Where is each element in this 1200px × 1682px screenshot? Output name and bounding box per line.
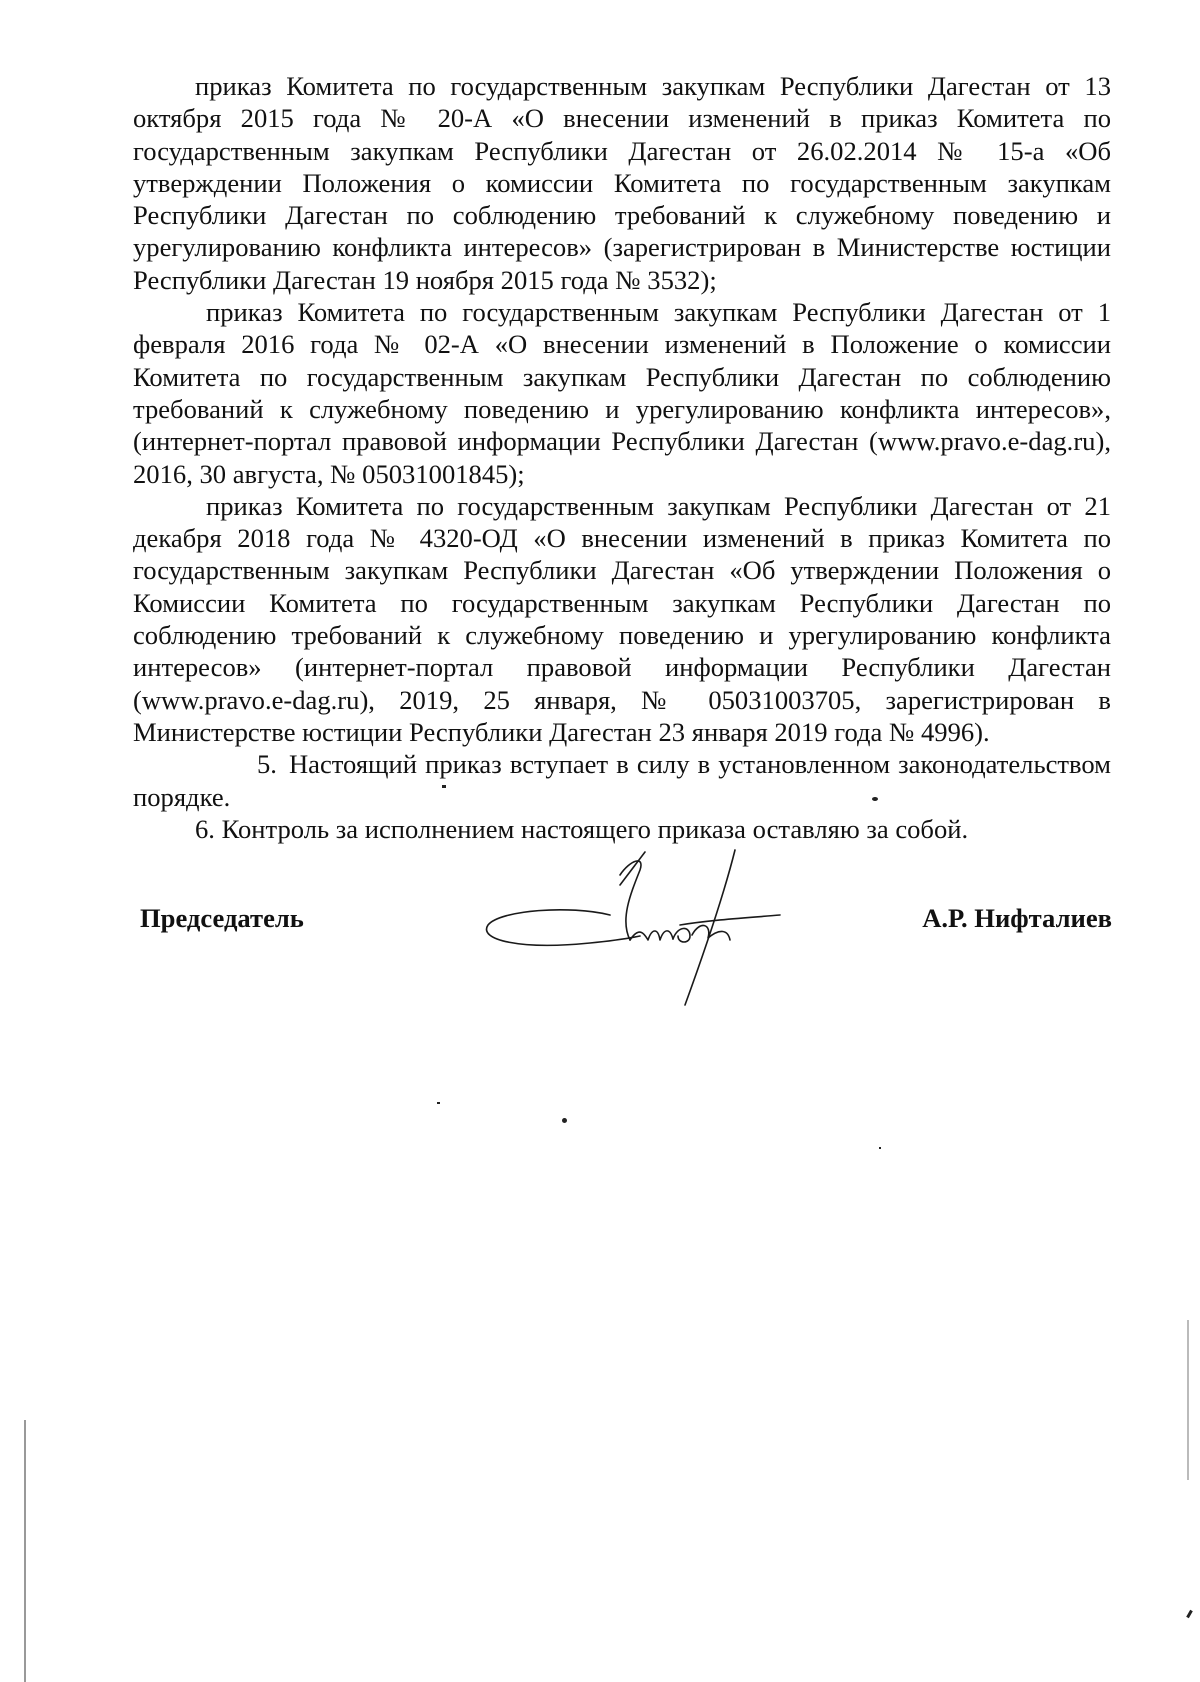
signer-title: Председатель xyxy=(140,903,304,933)
scan-speck xyxy=(442,785,446,788)
paragraph-item-5 xyxy=(133,748,1111,813)
paragraph-order-2015: приказ Комитета по государственным закупкам Республики Дагестан от 13 октября 2015 года № 20-А «О внесении изменений в приказ Комитета по государственным закупкам Республики Дагестан от 26.02.2014 № 15-а «Об утверждении Положения о комиссии Комитета по государственным закупкам Республики Дагестан по соблюдению требований к служебному поведению и урегулированию конфликта интересов» (зарегистрирован в Министерстве юстиции Республики Дагестан 19 ноября 2015 года № 3532); xyxy=(133,71,1111,295)
scan-edge-line xyxy=(24,1420,26,1682)
scan-edge-line xyxy=(1187,1320,1189,1480)
scan-speck xyxy=(1186,1610,1193,1618)
handwritten-signature xyxy=(480,840,790,1010)
item-5-number: 5. xyxy=(257,749,277,780)
paragraph-order-2016: приказ Комитета по государственным закупкам Республики Дагестан от 1 февраля 2016 года № 02-А «О внесении изменений в Положение о комиссии Комитета по государственным закупкам Республики Дагестан по соблюдению требований к служебному поведению и урегулированию конфликта интересов», (интернет-портал правовой информации Республики Дагестан (www.pravo.e-dag.ru), 2016, 30 августа, № 05031001845); xyxy=(133,297,1111,489)
item-5-text: Настоящий приказ вступает в силу в установленном законодательством порядке. xyxy=(133,749,1111,812)
paragraph-order-2018: приказ Комитета по государственным закупкам Республики Дагестан от 21 декабря 2018 года № 4320-ОД «О внесении изменений в приказ Комитета по государственным закупкам Республики Дагестан «Об утверждении Положения о Комиссии Комитета по государственным закупкам Республики Дагестан по соблюдению требований к служебному поведению и урегулированию конфликта интересов» (интернет-портал правовой информации Республики Дагестан (www.pravo.e-dag.ru), 2019, 25 января, № 05031003705, зарегистрирован в Министерстве юстиции Республики Дагестан 23 января 2019 года № 4996). xyxy=(133,490,1111,747)
scan-speck xyxy=(879,1147,881,1149)
scan-speck xyxy=(562,1118,567,1123)
scan-speck xyxy=(437,1102,440,1104)
scan-speck xyxy=(872,797,878,801)
paragraph-item-6: 6. Контроль за исполнением настоящего приказа оставляю за собой. xyxy=(195,813,969,844)
document-body xyxy=(133,70,1111,845)
signer-name: А.Р. Нифталиев xyxy=(922,903,1112,933)
